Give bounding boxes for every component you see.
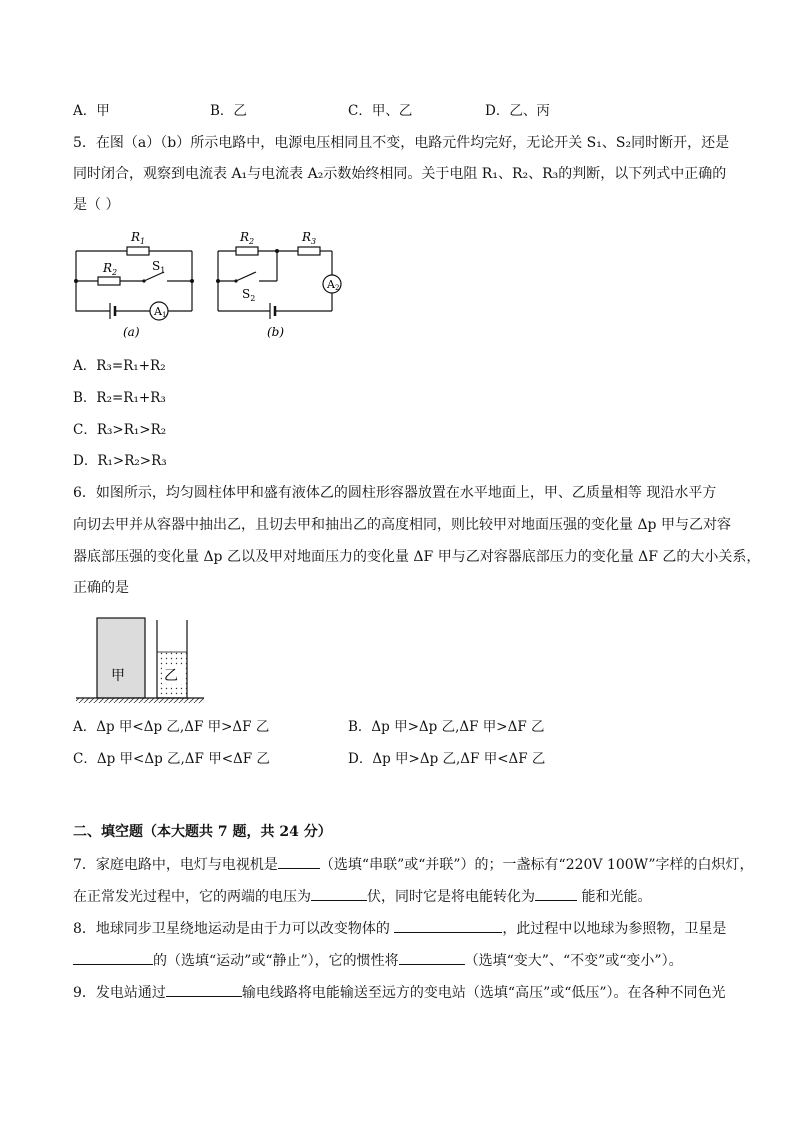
q8-blank-3[interactable] — [399, 950, 465, 965]
q7-blank-1[interactable] — [278, 854, 320, 869]
q6-option-c[interactable]: C．Δp 甲<Δp 乙,ΔF 甲<ΔF 乙 — [73, 751, 270, 767]
fig-a-r1-label: $R_1$ — [131, 230, 146, 246]
q8-blank-1[interactable] — [394, 918, 502, 933]
q5-option-d[interactable]: D．R₁>R₂>R₃ — [73, 453, 167, 469]
q5-stem-line-2: 同时闭合，观察到电流表 A₁与电流表 A₂示数始终相同。关于电阻 R₁、R₂、R₃的判断，以下列式中正确的 — [73, 166, 727, 182]
q4-option-b[interactable]: B．乙 — [210, 103, 247, 119]
label-jia: 甲 — [111, 668, 125, 684]
q8-line-1: 8．地球同步卫星绕地运动是由于力可以改变物体的 ，此过程中以地球为参照物，卫星是 — [73, 918, 726, 939]
q8-line-2: 的（选填“运动”或“静止”），它的惯性将 （选填“变大”、“不变”或“变小”）。 — [73, 950, 683, 971]
q8-blank-2[interactable] — [73, 950, 153, 965]
q7-line-1: 7．家庭电路中，电灯与电视机是 （选填“串联”或“并联”）的；一盏标有“220V 100W”字样的白炽灯， — [73, 854, 754, 875]
fig-b-caption: (b) — [267, 325, 285, 339]
q5-option-c[interactable]: C．R₃>R₁>R₂ — [73, 422, 167, 438]
q7-blank-3[interactable] — [535, 886, 577, 901]
q6-option-d[interactable]: D．Δp 甲>Δp 乙,ΔF 甲<ΔF 乙 — [348, 751, 546, 767]
q7-line-2: 在正常发光过程中，它的两端的电压为 伏，同时它是将电能转化为 能和光能。 — [73, 886, 651, 907]
q6-option-b[interactable]: B．Δp 甲>Δp 乙,ΔF 甲>ΔF 乙 — [348, 719, 545, 735]
q7-blank-2[interactable] — [311, 886, 367, 901]
q9-line-1: 9．发电站通过 输电线路将电能输送至远方的变电站（选填“高压”或“低压”）。在各种不同色光 — [73, 982, 726, 1003]
fig-b-r2-label: $R_2$ — [240, 230, 255, 246]
q4-option-c[interactable]: C．甲、乙 — [348, 103, 413, 119]
q9-blank-1[interactable] — [166, 982, 242, 997]
q5-stem-line-1: 5．在图（a）（b）所示电路中，电源电压相同且不变，电路元件均完好，无论开关 S₁、S₂同时断开，还是 — [73, 135, 730, 151]
fig-a-ammeter-label: A1 — [154, 305, 167, 319]
fig-b-r3-label: $R_3$ — [302, 230, 317, 246]
q5-option-b[interactable]: B．R₂=R₁+R₃ — [73, 390, 166, 406]
q6-stem-line-4: 正确的是 — [73, 580, 129, 596]
fig-a-r2-label: $R_2$ — [103, 261, 118, 277]
q5-circuit-figure — [60, 225, 350, 345]
q6-stem-line-1: 6．如图所示，均匀圆柱体甲和盛有液体乙的圆柱形容器放置在水平地面上，甲、乙质量相等 现沿水平方 — [73, 485, 717, 501]
q4-option-d[interactable]: D．乙、丙 — [485, 103, 550, 119]
q6-stem-line-2: 向切去甲并从容器中抽出乙，且切去甲和抽出乙的高度相同，则比较甲对地面压强的变化量 Δp 甲与乙对容 — [73, 517, 731, 533]
q4-option-a[interactable]: A．甲 — [73, 103, 110, 119]
fig-a-caption: (a) — [123, 325, 140, 339]
fig-b-ammeter-label: A2 — [327, 278, 340, 292]
q6-figure — [70, 612, 210, 707]
fig-a-s1-label: $S_1$ — [152, 259, 166, 275]
label-yi: 乙 — [164, 668, 178, 684]
q6-stem-line-3: 器底部压强的变化量 Δp 乙以及甲对地面压力的变化量 ΔF 甲与乙对容器底部压力的变化量 ΔF 乙的大小关系， — [73, 549, 761, 565]
solid-cylinder-jia — [97, 618, 145, 698]
q6-option-a[interactable]: A．Δp 甲<Δp 乙,ΔF 甲>ΔF 乙 — [73, 719, 270, 735]
section-2-title: 二、填空题（本大题共 7 题，共 24 分） — [73, 824, 332, 840]
q5-stem-line-3: 是（ ） — [73, 197, 120, 213]
q5-option-a[interactable]: A．R₃=R₁+R₂ — [73, 358, 166, 374]
fig-b-s2-label: $S_2$ — [242, 287, 256, 303]
